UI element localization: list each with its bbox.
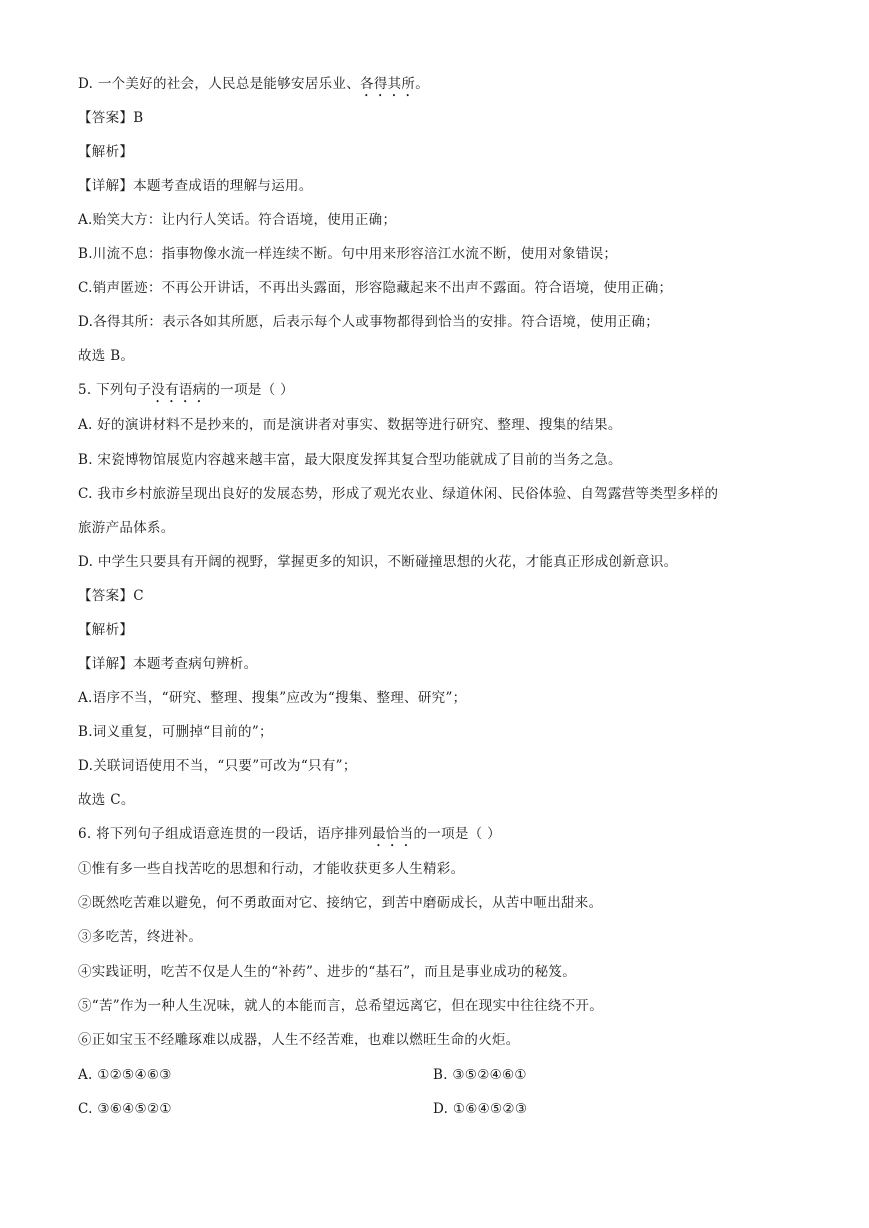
q4-explain-c: C.销声匿迹：不再公开讲话，不再出头露面，形容隐藏起来不出声不露面。符合语境，使用正确； bbox=[78, 280, 673, 296]
q5-stem-text: 5. 下列句子 bbox=[78, 382, 152, 398]
q5-option-a: A. 好的演讲材料不是抄来的，而是演讲者对事实、数据等进行研究、整理、搜集的结果。 bbox=[78, 417, 622, 433]
q4-option-d bbox=[78, 75, 429, 100]
q6-stem-text: 6. 将下列句子组成语意连贯的一段话，语序排列 bbox=[78, 826, 373, 842]
q4-explain-d: D.各得其所：表示各如其所愿，后表示每个人或事物都得到恰当的安排。符合语境，使用正确； bbox=[78, 314, 660, 330]
q5-stem-dotted-text: 没有语病 bbox=[151, 382, 207, 398]
q4-option-d-dotted-text: 各得其所 bbox=[360, 76, 416, 92]
q4-explain-a: A.贻笑大方：让内行人笑话。符合语境，使用正确； bbox=[78, 212, 397, 228]
q4-option-d-end: 。 bbox=[415, 76, 430, 92]
q6-stem-dotted-text: 最恰当 bbox=[372, 826, 414, 842]
q5-analysis-heading: 【解析】 bbox=[78, 622, 134, 638]
q5-stem-end: 的一项是（ ） bbox=[206, 382, 294, 398]
q6-option-a: A. ①②⑤④⑥③ bbox=[78, 1067, 172, 1083]
q5-option-c-line1: C. 我市乡村旅游呈现出良好的发展态势，形成了观光农业、绿道休闲、民俗体验、自驾露营等类型多样的 bbox=[78, 486, 719, 502]
q6-option-d: D. ①⑥④⑤②③ bbox=[433, 1101, 528, 1117]
q5-answer: 【答案】C bbox=[78, 588, 144, 604]
q4-detail: 【详解】本题考查成语的理解与运用。 bbox=[78, 178, 313, 194]
q6-sentence-4: ④实践证明，吃苦不仅是人生的“补药”、进步的“基石”，而且是事业成功的秘笈。 bbox=[78, 964, 577, 980]
q4-analysis-heading: 【解析】 bbox=[78, 144, 134, 160]
q5-conclusion: 故选 C。 bbox=[78, 792, 135, 808]
q6-stem bbox=[78, 825, 501, 850]
q4-option-d-text: D. 一个美好的社会，人民总是能够安居乐业、 bbox=[78, 76, 361, 92]
q5-detail: 【详解】本题考查病句辨析。 bbox=[78, 656, 258, 672]
q6-sentence-6: ⑥正如宝玉不经雕琢难以成器，人生不经苦难，也难以燃旺生命的火炬。 bbox=[78, 1032, 520, 1048]
q6-sentence-5: ⑤“苦”作为一种人生况味，就人的本能而言，总希望远离它，但在现实中往往绕不开。 bbox=[78, 998, 604, 1014]
q6-sentence-1: ①惟有多一些自找苦吃的思想和行动，才能收获更多人生精彩。 bbox=[78, 861, 465, 877]
q6-option-b: B. ③⑤②④⑥① bbox=[433, 1067, 527, 1083]
q6-sentence-2: ②既然吃苦难以避免，何不勇敢面对它、接纳它，到苦中磨砺成长，从苦中咂出甜来。 bbox=[78, 895, 603, 911]
q4-explain-b: B.川流不息：指事物像水流一样连续不断。句中用来形容涪江水流不断，使用对象错误； bbox=[78, 246, 618, 262]
q5-option-d: D. 中学生只要具有开阔的视野，掌握更多的知识，不断碰撞思想的火花，才能真正形成创新意识。 bbox=[78, 554, 678, 570]
q4-conclusion: 故选 B。 bbox=[78, 348, 135, 364]
q5-option-c-line2: 旅游产品体系。 bbox=[78, 520, 175, 536]
q4-answer: 【答案】B bbox=[78, 110, 144, 126]
q6-option-c: C. ③⑥④⑤②① bbox=[78, 1101, 172, 1117]
q6-sentence-3: ③多吃苦，终进补。 bbox=[78, 929, 203, 945]
q5-stem bbox=[78, 381, 294, 406]
q5-explain-b: B.词义重复，可删掉“目前的”； bbox=[78, 724, 273, 740]
q5-option-b: B. 宋瓷博物馆展览内容越来越丰富，最大限度发挥其复合型功能就成了目前的当务之急。 bbox=[78, 452, 622, 468]
q5-explain-d: D.关联词语使用不当，“只要”可改为“只有”； bbox=[78, 758, 357, 774]
q6-stem-end: 的一项是（ ） bbox=[413, 826, 501, 842]
q5-explain-a: A.语序不当，“研究、整理、搜集”应改为“搜集、整理、研究”； bbox=[78, 690, 467, 706]
